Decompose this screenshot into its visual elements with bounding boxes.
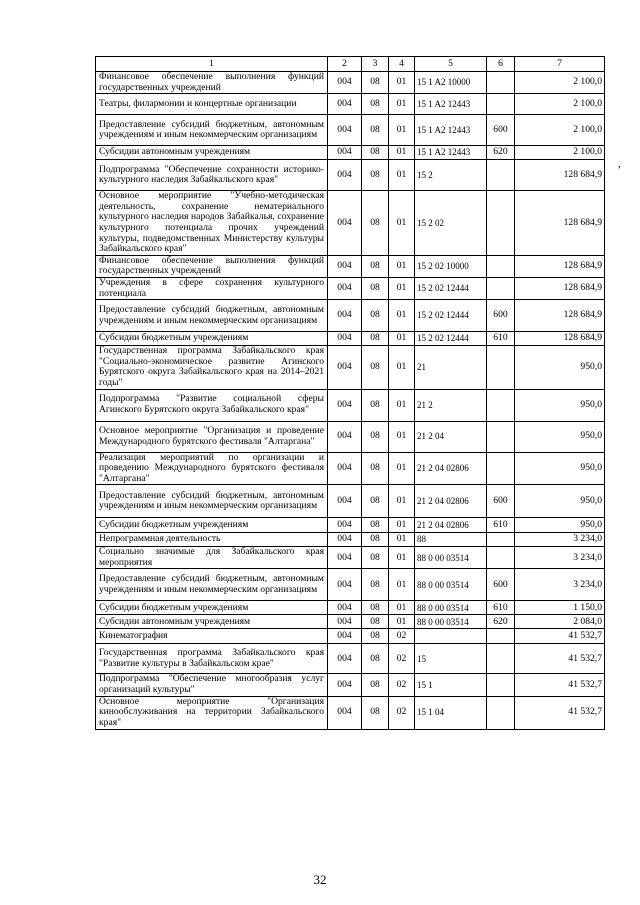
row-pr: 02	[389, 644, 415, 674]
header-col-2: 2	[328, 57, 362, 72]
row-name: Основное мероприятие "Организация и проведение Международного бурятского фестиваля "Алтаргана"	[96, 421, 328, 452]
row-ved: 004	[328, 533, 362, 547]
row-csr: 15 2	[415, 160, 487, 191]
row-vr	[487, 255, 515, 277]
row-vr	[487, 191, 515, 256]
table-row	[96, 332, 605, 346]
row-rz: 08	[362, 277, 389, 299]
row-csr	[415, 629, 487, 644]
header-col-1: 1	[96, 57, 328, 72]
row-ved: 004	[328, 146, 362, 160]
row-pr: 01	[389, 277, 415, 299]
row-sum: 950,0	[515, 452, 605, 485]
table-row	[96, 644, 605, 674]
row-rz: 08	[362, 629, 389, 644]
row-ved: 004	[328, 389, 362, 421]
row-name: Основное мероприятие "Учебно-методическая деятельность, сохранение нематериального культурного наследия народов Забайкалья, сохранение культурного потенциала прочих учреждений культуры, подведомственных Министерству культуры Забайкальского края"	[96, 191, 328, 256]
row-rz: 08	[362, 146, 389, 160]
row-sum: 3 234,0	[515, 569, 605, 601]
row-pr: 02	[389, 674, 415, 696]
row-rz: 08	[362, 191, 389, 256]
table-row	[96, 346, 605, 389]
row-name: Предоставление субсидий бюджетным, автономным учреждениям и иным некоммерческим организациям	[96, 485, 328, 518]
row-pr: 01	[389, 300, 415, 332]
row-vr	[487, 72, 515, 94]
row-sum: 2 084,0	[515, 615, 605, 629]
table-row	[96, 277, 605, 299]
row-name: Предоставление субсидий бюджетным, автономным учреждениям и иным некоммерческим организациям	[96, 569, 328, 601]
table-row	[96, 146, 605, 160]
row-csr: 21 2 04 02806	[415, 485, 487, 518]
table-row	[96, 191, 605, 256]
row-name: Театры, филармонии и концертные организации	[96, 94, 328, 115]
table-row	[96, 160, 605, 191]
row-sum: 2 100,0	[515, 72, 605, 94]
row-csr: 15 1 A2 12443	[415, 94, 487, 115]
header-col-3: 3	[362, 57, 389, 72]
row-pr: 01	[389, 452, 415, 485]
row-vr: 620	[487, 146, 515, 160]
row-rz: 08	[362, 601, 389, 615]
row-csr: 15	[415, 644, 487, 674]
row-rz: 08	[362, 94, 389, 115]
row-csr: 15 2 02 12444	[415, 300, 487, 332]
row-ved: 004	[328, 191, 362, 256]
row-csr: 15 1 A2 12443	[415, 146, 487, 160]
row-ved: 004	[328, 601, 362, 615]
row-pr: 01	[389, 72, 415, 94]
row-ved: 004	[328, 518, 362, 533]
row-name: Субсидии автономным учреждениям	[96, 615, 328, 629]
row-vr	[487, 533, 515, 547]
row-name: Финансовое обеспечение выполнения функций государственных учреждений	[96, 72, 328, 94]
row-ved: 004	[328, 94, 362, 115]
row-vr	[487, 421, 515, 452]
row-sum: 128 684,9	[515, 277, 605, 299]
row-vr	[487, 160, 515, 191]
row-sum: 950,0	[515, 485, 605, 518]
row-vr: 610	[487, 601, 515, 615]
row-rz: 08	[362, 115, 389, 146]
row-sum: 128 684,9	[515, 191, 605, 256]
row-rz: 08	[362, 615, 389, 629]
row-rz: 08	[362, 644, 389, 674]
table-row	[96, 485, 605, 518]
row-ved: 004	[328, 615, 362, 629]
row-pr: 01	[389, 346, 415, 389]
row-csr: 21 2 04	[415, 421, 487, 452]
row-vr: 600	[487, 300, 515, 332]
row-name: Субсидии бюджетным учреждениям	[96, 332, 328, 346]
row-sum: 3 234,0	[515, 533, 605, 547]
row-sum: 3 234,0	[515, 547, 605, 569]
row-csr: 88 0 00 03514	[415, 547, 487, 569]
table-body	[96, 72, 605, 730]
row-pr: 01	[389, 485, 415, 518]
row-pr: 01	[389, 601, 415, 615]
row-vr: 610	[487, 332, 515, 346]
row-name: Предоставление субсидий бюджетным, автономным учреждениям и иным некоммерческим организациям	[96, 300, 328, 332]
row-sum: 41 532,7	[515, 629, 605, 644]
row-sum: 128 684,9	[515, 300, 605, 332]
row-name: Подпрограмма "Обеспечение сохранности историко-культурного наследия Забайкальского края"	[96, 160, 328, 191]
row-name: Субсидии бюджетным учреждениям	[96, 601, 328, 615]
row-ved: 004	[328, 629, 362, 644]
row-sum: 41 532,7	[515, 674, 605, 696]
row-csr: 21	[415, 346, 487, 389]
row-pr: 01	[389, 94, 415, 115]
row-pr: 01	[389, 160, 415, 191]
row-vr: 600	[487, 569, 515, 601]
row-name: Государственная программа Забайкальского края "Социально-экономическое развитие Агинского Бурятского округа Забайкальского края на 2014–2021 годы"	[96, 346, 328, 389]
row-pr: 01	[389, 115, 415, 146]
row-sum: 41 532,7	[515, 696, 605, 729]
row-pr: 01	[389, 191, 415, 256]
row-ved: 004	[328, 332, 362, 346]
row-csr: 15 2 02 12444	[415, 332, 487, 346]
row-name: Субсидии автономным учреждениям	[96, 146, 328, 160]
row-rz: 08	[362, 696, 389, 729]
row-csr: 15 2 02 12444	[415, 277, 487, 299]
row-ved: 004	[328, 452, 362, 485]
row-sum: 41 532,7	[515, 644, 605, 674]
margin-mark: ,	[618, 158, 621, 170]
table-row	[96, 300, 605, 332]
page-number: 32	[313, 872, 327, 887]
row-sum: 950,0	[515, 518, 605, 533]
row-rz: 08	[362, 300, 389, 332]
row-vr	[487, 389, 515, 421]
row-rz: 08	[362, 518, 389, 533]
table-row	[96, 533, 605, 547]
row-ved: 004	[328, 644, 362, 674]
table-row	[96, 72, 605, 94]
row-sum: 128 684,9	[515, 255, 605, 277]
row-sum: 2 100,0	[515, 94, 605, 115]
row-sum: 1 150,0	[515, 601, 605, 615]
row-pr: 01	[389, 332, 415, 346]
header-col-5: 5	[415, 57, 487, 72]
row-rz: 08	[362, 674, 389, 696]
row-csr: 21 2 04 02806	[415, 452, 487, 485]
row-rz: 08	[362, 533, 389, 547]
row-name: Подпрограмма "Обеспечение многообразия услуг организаций культуры"	[96, 674, 328, 696]
row-rz: 08	[362, 346, 389, 389]
row-vr	[487, 674, 515, 696]
table-row	[96, 255, 605, 277]
row-vr: 610	[487, 518, 515, 533]
row-name: Субсидии бюджетным учреждениям	[96, 518, 328, 533]
row-ved: 004	[328, 547, 362, 569]
row-ved: 004	[328, 674, 362, 696]
row-ved: 004	[328, 255, 362, 277]
row-sum: 128 684,9	[515, 332, 605, 346]
row-rz: 08	[362, 485, 389, 518]
row-ved: 004	[328, 346, 362, 389]
row-pr: 02	[389, 629, 415, 644]
row-csr: 15 1 A2 12443	[415, 115, 487, 146]
row-ved: 004	[328, 160, 362, 191]
row-name: Непрограммная деятельность	[96, 533, 328, 547]
table-row	[96, 696, 605, 729]
row-name: Основное мероприятие "Организация кинообслуживания на территории Забайкальского края"	[96, 696, 328, 729]
row-pr: 01	[389, 533, 415, 547]
row-vr	[487, 696, 515, 729]
row-vr	[487, 629, 515, 644]
header-row	[96, 57, 605, 72]
row-vr	[487, 452, 515, 485]
row-ved: 004	[328, 277, 362, 299]
header-col-6: 6	[487, 57, 515, 72]
row-sum: 2 100,0	[515, 115, 605, 146]
table-row	[96, 452, 605, 485]
row-rz: 08	[362, 569, 389, 601]
row-csr: 15 1 A2 10000	[415, 72, 487, 94]
row-ved: 004	[328, 485, 362, 518]
table-row	[96, 94, 605, 115]
row-sum: 2 100,0	[515, 146, 605, 160]
row-csr: 15 1	[415, 674, 487, 696]
row-ved: 004	[328, 72, 362, 94]
row-rz: 08	[362, 421, 389, 452]
row-rz: 08	[362, 255, 389, 277]
row-rz: 08	[362, 72, 389, 94]
row-csr: 88 0 00 03514	[415, 569, 487, 601]
row-pr: 01	[389, 569, 415, 601]
row-name: Учреждения в сфере сохранения культурного потенциала	[96, 277, 328, 299]
row-rz: 08	[362, 547, 389, 569]
row-pr: 01	[389, 615, 415, 629]
row-name: Предоставление субсидий бюджетным, автономным учреждениям и иным некоммерческим организациям	[96, 115, 328, 146]
row-pr: 01	[389, 389, 415, 421]
row-pr: 01	[389, 547, 415, 569]
row-vr: 600	[487, 115, 515, 146]
row-sum: 950,0	[515, 421, 605, 452]
header-col-4: 4	[389, 57, 415, 72]
row-name: Финансовое обеспечение выполнения функций государственных учреждений	[96, 255, 328, 277]
budget-table	[95, 56, 605, 730]
row-sum: 950,0	[515, 346, 605, 389]
row-vr	[487, 547, 515, 569]
row-csr: 88 0 00 03514	[415, 615, 487, 629]
table-row	[96, 615, 605, 629]
row-name: Государственная программа Забайкальского края "Развитие культуры в Забайкальском крае"	[96, 644, 328, 674]
row-csr: 88 0 00 03514	[415, 601, 487, 615]
header-col-7: 7	[515, 57, 605, 72]
row-vr	[487, 644, 515, 674]
row-rz: 08	[362, 389, 389, 421]
row-vr	[487, 277, 515, 299]
row-vr: 620	[487, 615, 515, 629]
row-csr: 21 2	[415, 389, 487, 421]
table-row	[96, 115, 605, 146]
row-vr	[487, 94, 515, 115]
row-rz: 08	[362, 332, 389, 346]
table-row	[96, 389, 605, 421]
row-vr: 600	[487, 485, 515, 518]
row-csr: 15 2 02 10000	[415, 255, 487, 277]
row-name: Реализация мероприятий по организации и проведению Международного бурятского фестиваля "Алтаргана"	[96, 452, 328, 485]
row-rz: 08	[362, 160, 389, 191]
row-pr: 01	[389, 255, 415, 277]
table-row	[96, 601, 605, 615]
row-name: Подпрограмма "Развитие социальной сферы Агинского Бурятского округа Забайкальского края"	[96, 389, 328, 421]
row-rz: 08	[362, 452, 389, 485]
row-ved: 004	[328, 300, 362, 332]
row-ved: 004	[328, 115, 362, 146]
row-csr: 21 2 04 02806	[415, 518, 487, 533]
table-row	[96, 674, 605, 696]
row-csr: 15 2 02	[415, 191, 487, 256]
row-sum: 128 684,9	[515, 160, 605, 191]
row-ved: 004	[328, 421, 362, 452]
row-sum: 950,0	[515, 389, 605, 421]
row-csr: 88	[415, 533, 487, 547]
row-ved: 004	[328, 696, 362, 729]
table-row	[96, 569, 605, 601]
row-pr: 02	[389, 696, 415, 729]
table-row	[96, 421, 605, 452]
row-pr: 01	[389, 146, 415, 160]
table-row	[96, 518, 605, 533]
row-pr: 01	[389, 518, 415, 533]
row-csr: 15 1 04	[415, 696, 487, 729]
row-pr: 01	[389, 421, 415, 452]
table-row	[96, 547, 605, 569]
row-name: Кинематография	[96, 629, 328, 644]
row-vr	[487, 346, 515, 389]
row-name: Социально значимые для Забайкальского края мероприятия	[96, 547, 328, 569]
row-ved: 004	[328, 569, 362, 601]
table-row	[96, 629, 605, 644]
